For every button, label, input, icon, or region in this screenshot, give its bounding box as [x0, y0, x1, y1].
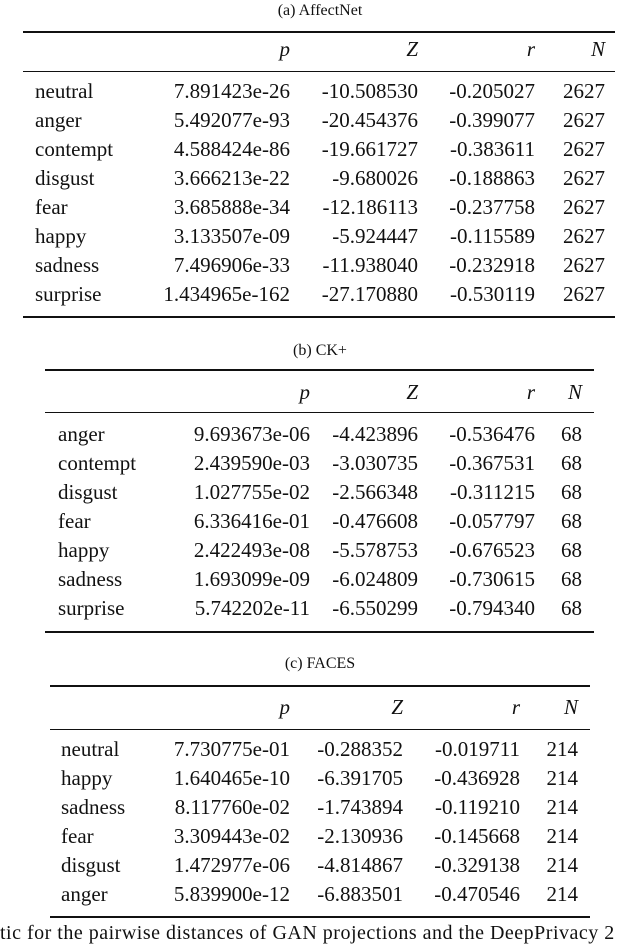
p-value: 5.742202e-11: [194, 596, 310, 620]
header-row: [23, 35, 615, 64]
column-header-p: p: [279, 37, 290, 61]
n-value: 214: [546, 882, 578, 906]
table-row: [23, 193, 615, 222]
column-header-r: r: [526, 37, 535, 61]
p-value: 3.685888e-34: [173, 195, 290, 219]
n-value: 68: [561, 509, 582, 533]
emotion-label: fear: [61, 824, 94, 848]
z-value: -9.680026: [332, 166, 418, 190]
n-value: 214: [546, 766, 578, 790]
emotion-label: fear: [58, 509, 91, 533]
bottom-rule: [23, 316, 615, 318]
r-value: -0.676523: [449, 538, 535, 562]
z-value: -2.566348: [332, 480, 418, 504]
table-row: [50, 735, 590, 764]
r-value: -0.536476: [449, 422, 535, 446]
emotion-label: anger: [61, 882, 108, 906]
table-row: [50, 851, 590, 880]
r-value: -0.188863: [449, 166, 535, 190]
emotion-label: neutral: [61, 737, 120, 761]
table-a-caption: (a) AffectNet: [277, 2, 363, 19]
n-value: 214: [546, 853, 578, 877]
table-b-caption: (b) CK+: [293, 342, 347, 359]
p-value: 5.492077e-93: [173, 108, 290, 132]
z-value: -0.476608: [332, 509, 418, 533]
n-value: 214: [546, 824, 578, 848]
r-value: -0.311215: [450, 480, 535, 504]
emotion-label: anger: [35, 108, 82, 132]
emotion-label: contempt: [35, 137, 114, 161]
column-header-n: N: [567, 380, 582, 404]
emotion-label: happy: [35, 224, 87, 248]
affectnet-table: [23, 31, 615, 318]
r-value: -0.794340: [449, 596, 535, 620]
z-value: -27.170880: [321, 282, 418, 306]
n-value: 214: [546, 795, 578, 819]
column-header-r: r: [511, 695, 520, 719]
z-value: -5.924447: [332, 224, 418, 248]
p-value: 1.434965e-162: [163, 282, 290, 306]
table-row: [45, 449, 594, 478]
r-value: -0.367531: [449, 451, 535, 475]
emotion-label: disgust: [58, 480, 118, 504]
z-value: -6.883501: [317, 882, 403, 906]
figure-caption-fragment: tic for the pairwise distances of GAN projections and the DeepPrivacy 2: [0, 922, 615, 944]
emotion-label: sadness: [58, 567, 123, 591]
header-rule: [23, 71, 615, 72]
z-value: -3.030735: [332, 451, 418, 475]
p-value: 1.472977e-06: [173, 853, 290, 877]
p-value: 1.640465e-10: [173, 766, 290, 790]
table-row: [23, 251, 615, 280]
top-rule: [23, 31, 615, 33]
table-row: [50, 880, 590, 909]
column-header-n: N: [563, 695, 578, 719]
z-value: -4.423896: [332, 422, 418, 446]
r-value: -0.232918: [449, 253, 535, 277]
emotion-label: surprise: [35, 282, 102, 306]
emotion-label: anger: [58, 422, 105, 446]
header-row: [50, 693, 590, 722]
r-value: -0.399077: [449, 108, 535, 132]
emotion-label: happy: [58, 538, 110, 562]
z-value: -1.743894: [317, 795, 403, 819]
n-value: 2627: [563, 137, 605, 161]
emotion-label: happy: [61, 766, 113, 790]
table-row: [50, 793, 590, 822]
r-value: -0.237758: [449, 195, 535, 219]
r-value: -0.470546: [434, 882, 520, 906]
bottom-rule: [45, 631, 594, 633]
r-value: -0.329138: [434, 853, 520, 877]
header-rule: [45, 412, 594, 413]
column-header-z: Z: [391, 695, 403, 719]
n-value: 68: [561, 422, 582, 446]
ck-plus-table: [45, 369, 594, 633]
table-row: [50, 822, 590, 851]
table-row: [23, 135, 615, 164]
bottom-rule: [50, 916, 590, 918]
n-value: 2627: [563, 224, 605, 248]
z-value: -2.130936: [317, 824, 403, 848]
z-value: -6.391705: [317, 766, 403, 790]
p-value: 6.336416e-01: [193, 509, 310, 533]
p-value: 2.422493e-08: [193, 538, 310, 562]
table-row: [23, 280, 615, 309]
n-value: 68: [561, 480, 582, 504]
p-value: 7.496906e-33: [173, 253, 290, 277]
z-value: -20.454376: [321, 108, 418, 132]
p-value: 3.309443e-02: [173, 824, 290, 848]
top-rule: [50, 685, 590, 687]
p-value: 3.666213e-22: [173, 166, 290, 190]
z-value: -11.938040: [322, 253, 418, 277]
emotion-label: fear: [35, 195, 68, 219]
n-value: 68: [561, 567, 582, 591]
n-value: 68: [561, 451, 582, 475]
emotion-label: contempt: [58, 451, 137, 475]
top-rule: [45, 369, 594, 371]
r-value: -0.145668: [434, 824, 520, 848]
z-value: -19.661727: [321, 137, 418, 161]
r-value: -0.205027: [449, 79, 535, 103]
p-value: 8.117760e-02: [174, 795, 290, 819]
p-value: 4.588424e-86: [173, 137, 290, 161]
p-value: 3.133507e-09: [173, 224, 290, 248]
emotion-label: surprise: [58, 596, 125, 620]
table-row: [45, 420, 594, 449]
p-value: 1.027755e-02: [193, 480, 310, 504]
column-header-p: p: [299, 380, 310, 404]
table-row: [45, 594, 594, 623]
r-value: -0.019711: [435, 737, 520, 761]
n-value: 2627: [563, 166, 605, 190]
z-value: -5.578753: [332, 538, 418, 562]
column-header-r: r: [526, 380, 535, 404]
z-value: -10.508530: [321, 79, 418, 103]
r-value: -0.730615: [449, 567, 535, 591]
z-value: -0.288352: [317, 737, 403, 761]
table-row: [23, 222, 615, 251]
emotion-label: disgust: [61, 853, 121, 877]
n-value: 214: [546, 737, 578, 761]
n-value: 2627: [563, 79, 605, 103]
z-value: -6.550299: [332, 596, 418, 620]
z-value: -6.024809: [332, 567, 418, 591]
table-row: [45, 565, 594, 594]
table-c-caption: (c) FACES: [284, 655, 356, 672]
n-value: 2627: [563, 195, 605, 219]
column-header-n: N: [590, 37, 605, 61]
p-value: 9.693673e-06: [193, 422, 310, 446]
header-rule: [50, 729, 590, 730]
z-value: -4.814867: [317, 853, 403, 877]
n-value: 68: [561, 596, 582, 620]
n-value: 68: [561, 538, 582, 562]
table-row: [45, 507, 594, 536]
column-header-z: Z: [406, 37, 418, 61]
faces-table: [50, 685, 590, 918]
table-row: [23, 77, 615, 106]
table-row: [45, 536, 594, 565]
p-value: 5.839900e-12: [173, 882, 290, 906]
emotion-label: neutral: [35, 79, 94, 103]
table-row: [50, 764, 590, 793]
r-value: -0.383611: [450, 137, 535, 161]
r-value: -0.057797: [449, 509, 535, 533]
p-value: 7.730775e-01: [173, 737, 290, 761]
table-row: [23, 164, 615, 193]
column-header-p: p: [279, 695, 290, 719]
z-value: -12.186113: [322, 195, 418, 219]
r-value: -0.115589: [450, 224, 535, 248]
p-value: 1.693099e-09: [193, 567, 310, 591]
table-row: [23, 106, 615, 135]
emotion-label: sadness: [61, 795, 126, 819]
column-header-z: Z: [406, 380, 418, 404]
n-value: 2627: [563, 282, 605, 306]
table-row: [45, 478, 594, 507]
p-value: 2.439590e-03: [193, 451, 310, 475]
r-value: -0.119210: [435, 795, 520, 819]
p-value: 7.891423e-26: [173, 79, 290, 103]
r-value: -0.530119: [450, 282, 535, 306]
emotion-label: disgust: [35, 166, 95, 190]
header-row: [45, 378, 594, 407]
n-value: 2627: [563, 108, 605, 132]
r-value: -0.436928: [434, 766, 520, 790]
emotion-label: sadness: [35, 253, 100, 277]
n-value: 2627: [563, 253, 605, 277]
